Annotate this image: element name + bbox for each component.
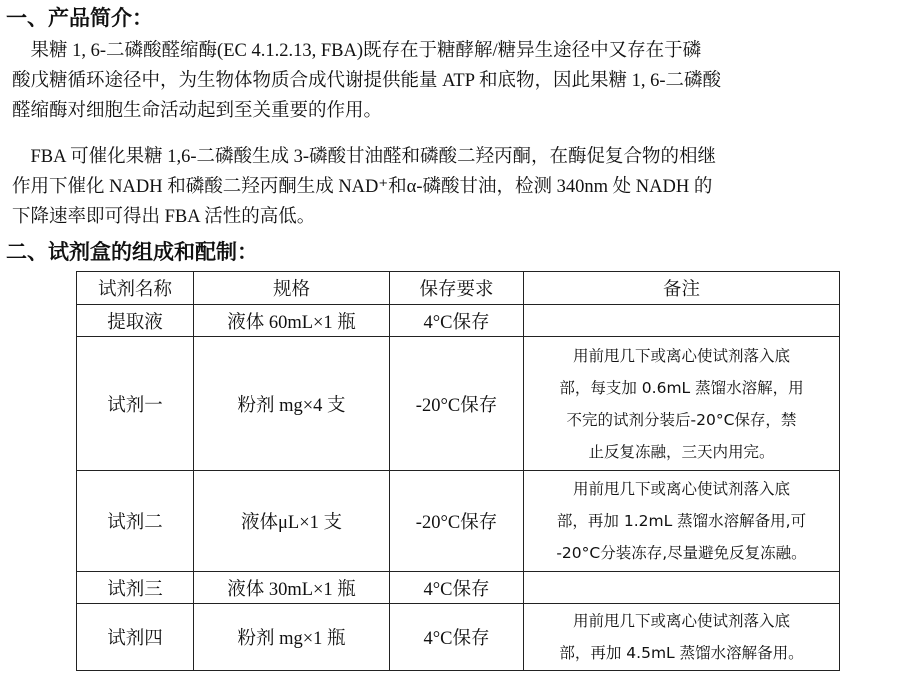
note-line: 用前甩几下或离心使试剂落入底: [572, 612, 790, 630]
reagent-note-cell: [524, 305, 840, 337]
reagent-name-cell: 试剂四: [77, 604, 194, 671]
table-row: [77, 337, 840, 471]
note-line: 部，再加 1.2mL 蒸馏水溶解备用,可: [556, 512, 807, 530]
note-line: 部，再加 4.5mL 蒸馏水溶解备用。: [559, 644, 804, 662]
reagent-name-cell: 提取液: [77, 305, 194, 337]
reagent-name-cell: 试剂二: [77, 471, 194, 572]
reagent-storage-cell: -20°C保存: [390, 337, 524, 471]
table-row: [77, 604, 840, 671]
table-header-row: [77, 272, 840, 305]
reagent-note-cell: [524, 337, 840, 471]
reagent-spec-cell: 液体 30mL×1 瓶: [194, 572, 390, 604]
table-row: [77, 305, 840, 337]
header-spec: 规格: [194, 272, 390, 305]
table-row: [77, 572, 840, 604]
reagent-name-cell: 试剂一: [77, 337, 194, 471]
reagent-storage-cell: -20°C保存: [390, 471, 524, 572]
reagent-spec-cell: 液体μL×1 支: [194, 471, 390, 572]
section-heading-intro: 一、产品简介：: [6, 6, 153, 30]
reagent-spec-cell: 粉剂 mg×1 瓶: [194, 604, 390, 671]
note-line: 不完的试剂分装后-20°C保存，禁: [566, 410, 797, 429]
reagent-note-cell: [524, 604, 840, 671]
reagent-storage-cell: 4°C保存: [390, 305, 524, 337]
note-line: 止反复冻融，三天内用完。: [588, 442, 775, 461]
paragraph-line: 作用下催化 NADH 和磷酸二羟丙酮生成 NAD⁺和α-磷酸甘油，检测 340nm 处 NADH 的: [12, 177, 713, 197]
reagent-storage-cell: 4°C保存: [390, 572, 524, 604]
reagent-spec-cell: 液体 60mL×1 瓶: [194, 305, 390, 337]
reagent-storage-cell: 4°C保存: [390, 604, 524, 671]
reagent-table: [76, 271, 840, 671]
header-storage: 保存要求: [390, 272, 524, 305]
paragraph-line: 下降速率即可得出 FBA 活性的高低。: [12, 207, 316, 227]
reagent-name-cell: 试剂三: [77, 572, 194, 604]
reagent-spec-cell: 粉剂 mg×4 支: [194, 337, 390, 471]
section-heading-kit: 二、试剂盒的组成和配制：: [6, 240, 258, 264]
note-line: 用前甩几下或离心使试剂落入底: [572, 480, 790, 498]
intro-paragraph-2: [12, 142, 902, 232]
paragraph-line: FBA 可催化果糖 1,6-二磷酸生成 3-磷酸甘油醛和磷酸二羟丙酮，在酶促复合物的相继: [12, 147, 717, 167]
header-reagent-name: 试剂名称: [77, 272, 194, 305]
table-row: [77, 471, 840, 572]
intro-paragraph-1: [12, 36, 902, 126]
paragraph-line: 醛缩酶对细胞生命活动起到至关重要的作用。: [12, 101, 383, 121]
note-line: -20°C分装冻存,尽量避免反复冻融。: [556, 544, 807, 562]
reagent-note-cell: [524, 572, 840, 604]
note-line: 用前甩几下或离心使试剂落入底: [572, 346, 790, 365]
note-line: 部，每支加 0.6mL 蒸馏水溶解，用: [559, 378, 804, 397]
paragraph-line: 酸戊糖循环途径中，为生物体物质合成代谢提供能量 ATP 和底物，因此果糖 1, 6-二磷酸: [12, 71, 722, 91]
header-note: 备注: [524, 272, 840, 305]
reagent-note-cell: [524, 471, 840, 572]
paragraph-line: 果糖 1, 6-二磷酸醛缩酶(EC 4.1.2.13, FBA)既存在于糖酵解/糖异生途径中又存在于磷: [12, 41, 702, 61]
